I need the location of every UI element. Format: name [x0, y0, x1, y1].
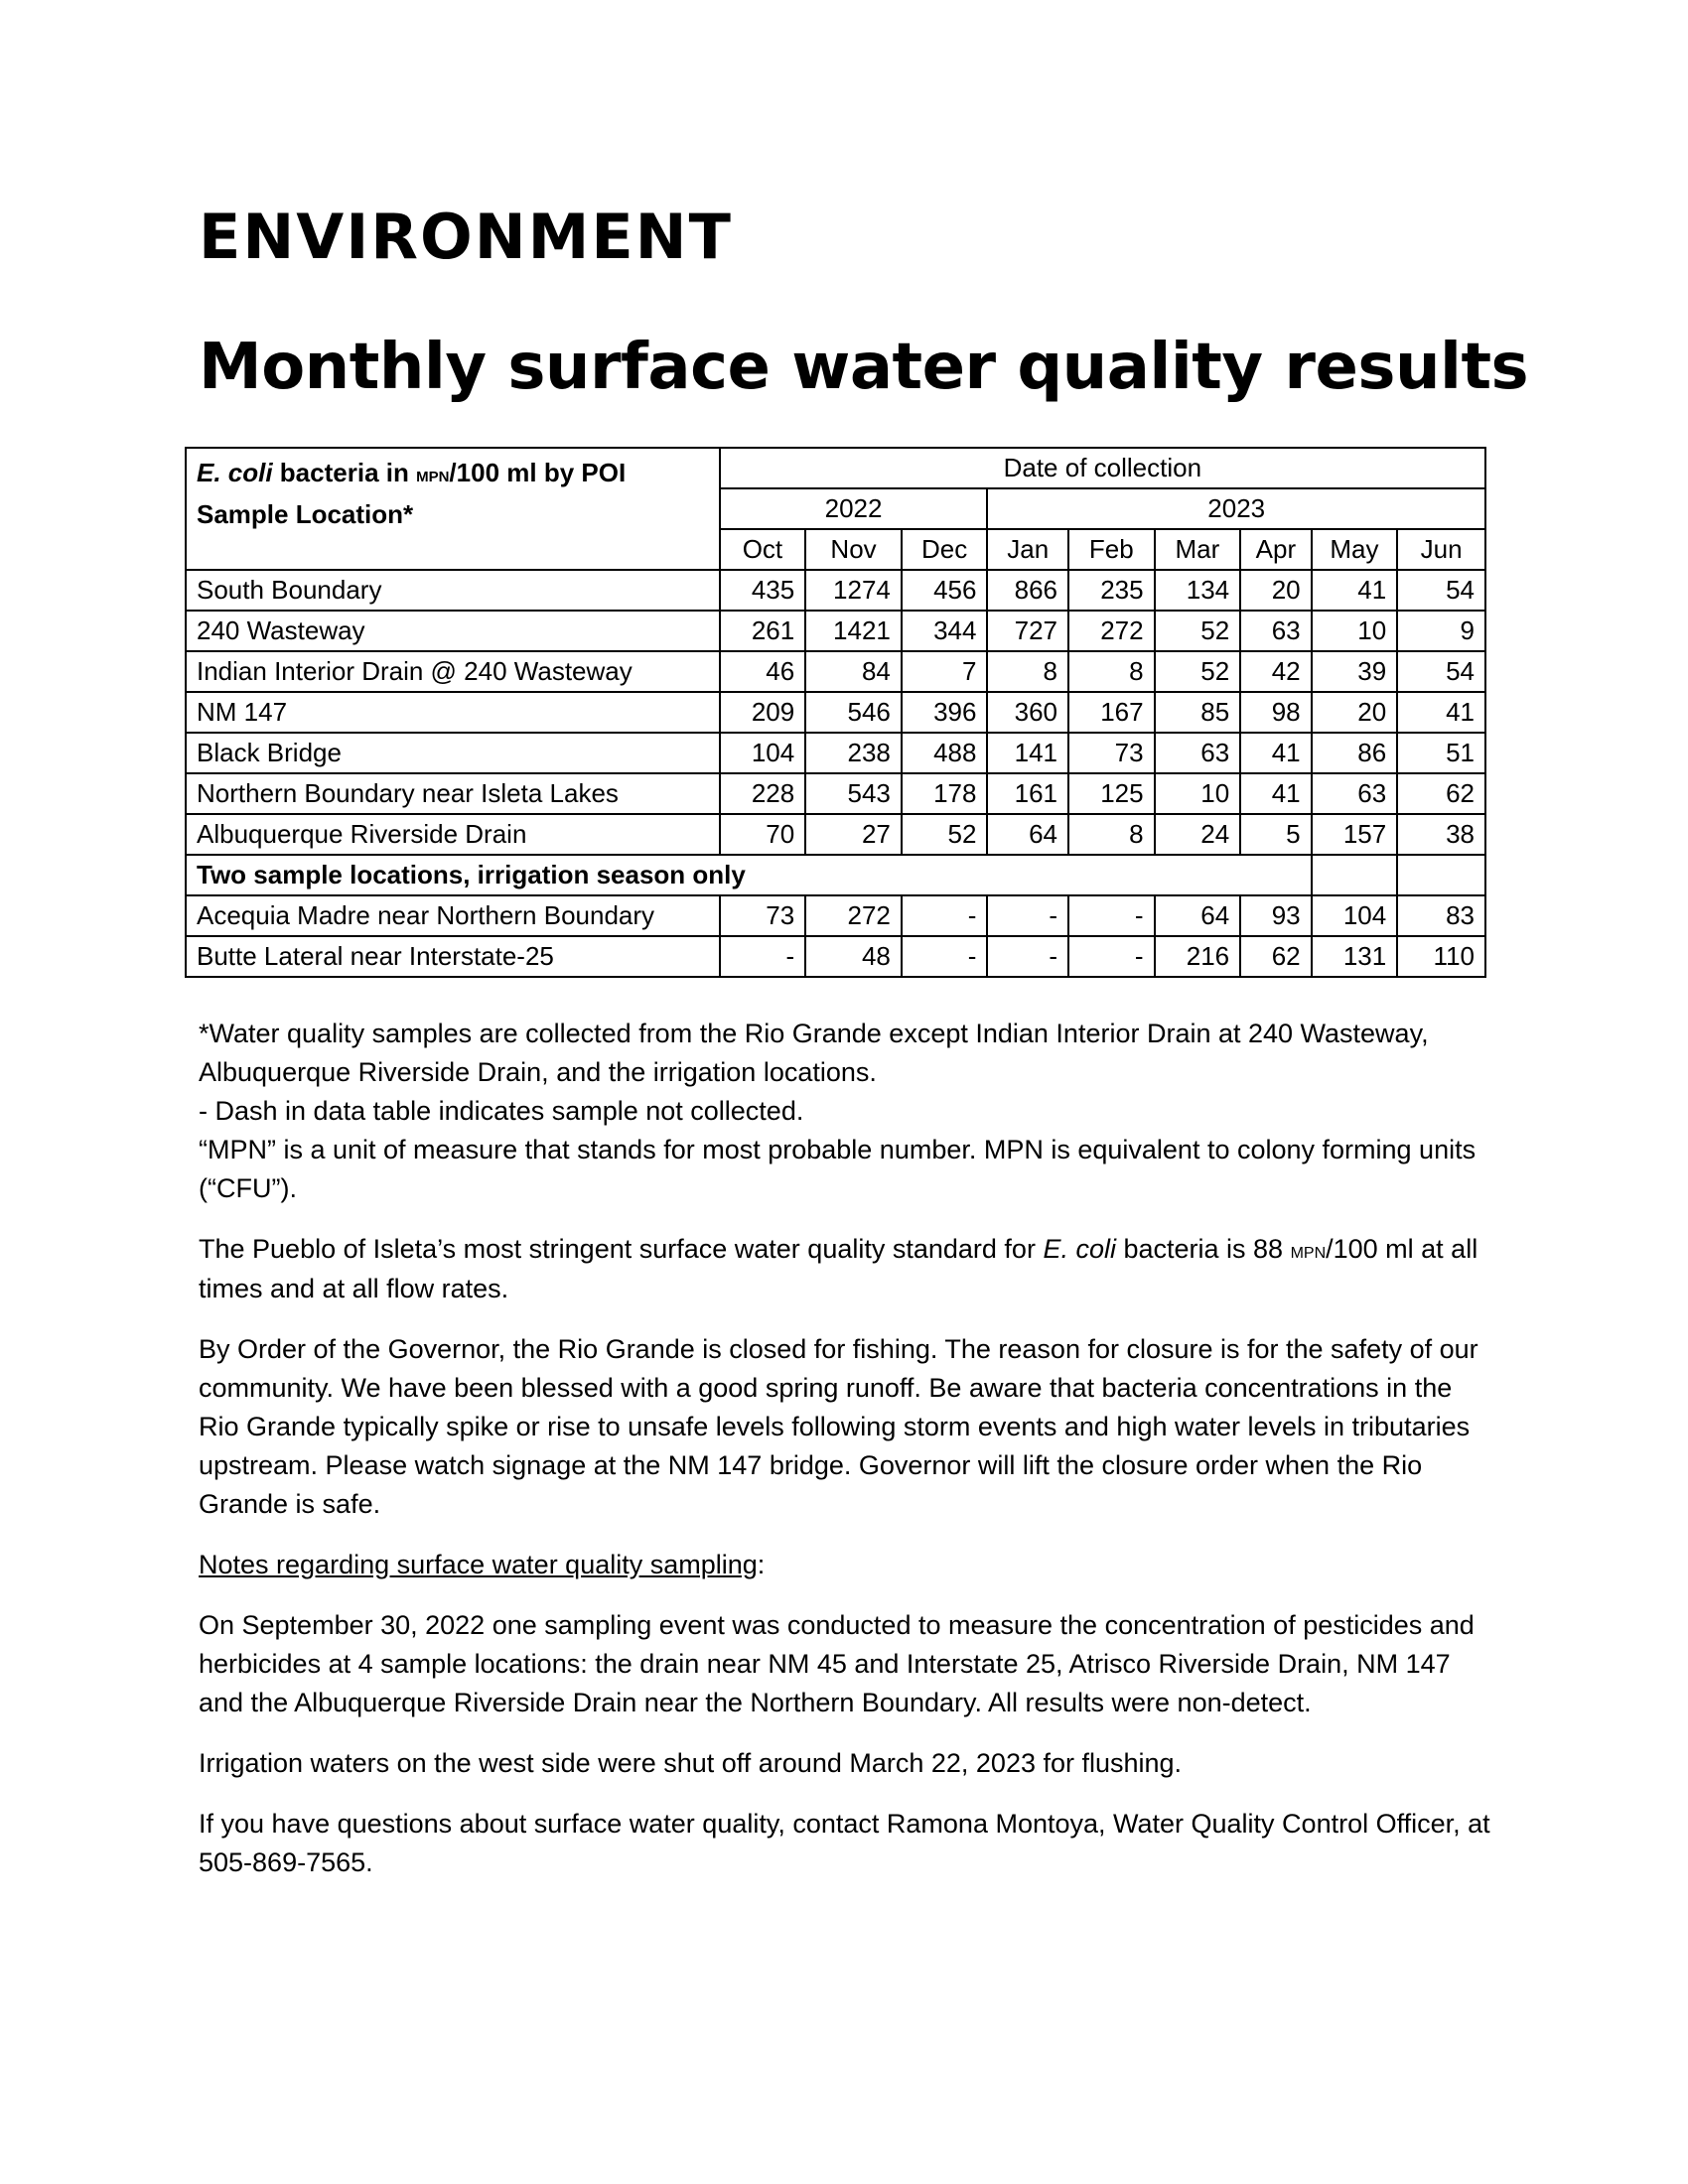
value-cell: 228 — [720, 773, 806, 814]
location-cell: Black Bridge — [186, 733, 720, 773]
table-row — [186, 692, 1485, 733]
value-cell: 63 — [1312, 773, 1398, 814]
value-cell: 41 — [1240, 733, 1311, 773]
value-cell: 110 — [1397, 936, 1485, 977]
notes-section — [199, 1015, 1499, 1904]
value-cell: 161 — [987, 773, 1068, 814]
year-header: 2023 — [987, 488, 1485, 529]
value-cell: 46 — [720, 651, 806, 692]
location-cell: Northern Boundary near Isleta Lakes — [186, 773, 720, 814]
value-cell: 9 — [1397, 611, 1485, 651]
table-row — [186, 936, 1485, 977]
value-cell: 38 — [1397, 814, 1485, 855]
value-cell: 546 — [805, 692, 902, 733]
value-cell: 70 — [720, 814, 806, 855]
footnote-sample-sources: *Water quality samples are collected from the Rio Grande except Indian Interior Drain at 240 Wasteway, Albuquerque Riverside Drain, and the irrigation locations. — [199, 1019, 1429, 1087]
value-cell: 272 — [805, 895, 902, 936]
value-cell: - — [720, 936, 806, 977]
value-cell: 83 — [1397, 895, 1485, 936]
value-cell: 104 — [720, 733, 806, 773]
table-row — [186, 733, 1485, 773]
table-row — [186, 773, 1485, 814]
table-row — [186, 570, 1485, 611]
group-label: Two sample locations, irrigation season only — [186, 855, 1312, 895]
value-cell: 10 — [1155, 773, 1241, 814]
value-cell: 85 — [1155, 692, 1241, 733]
year-header: 2022 — [720, 488, 988, 529]
location-cell: Albuquerque Riverside Drain — [186, 814, 720, 855]
value-cell: 261 — [720, 611, 806, 651]
value-cell: 54 — [1397, 570, 1485, 611]
value-cell: - — [987, 895, 1068, 936]
value-cell: 125 — [1068, 773, 1155, 814]
month-header: Jun — [1397, 529, 1485, 570]
value-cell: 63 — [1240, 611, 1311, 651]
page-title: Monthly surface water quality results — [199, 331, 1529, 404]
month-header: Apr — [1240, 529, 1311, 570]
value-cell: 41 — [1312, 570, 1398, 611]
value-cell: 41 — [1397, 692, 1485, 733]
value-cell: 48 — [805, 936, 902, 977]
value-cell: 64 — [1155, 895, 1241, 936]
value-cell: 238 — [805, 733, 902, 773]
value-cell: - — [987, 936, 1068, 977]
month-header: Jan — [987, 529, 1068, 570]
value-cell: 727 — [987, 611, 1068, 651]
location-cell: Butte Lateral near Interstate-25 — [186, 936, 720, 977]
value-cell: 20 — [1240, 570, 1311, 611]
value-cell: 63 — [1155, 733, 1241, 773]
location-cell: NM 147 — [186, 692, 720, 733]
value-cell: 104 — [1312, 895, 1398, 936]
value-cell: 24 — [1155, 814, 1241, 855]
month-header: Oct — [720, 529, 806, 570]
value-cell: 8 — [987, 651, 1068, 692]
empty-cell — [1312, 855, 1398, 895]
value-cell: 52 — [1155, 611, 1241, 651]
value-cell: 272 — [1068, 611, 1155, 651]
value-cell: 8 — [1068, 814, 1155, 855]
value-cell: 543 — [805, 773, 902, 814]
value-cell: 1421 — [805, 611, 902, 651]
standard-paragraph: The Pueblo of Isleta’s most stringent surface water quality standard for E. coli bacteria is 88 mpn/100 ml at all times and at all flow rates. — [199, 1234, 1478, 1303]
value-cell: 41 — [1240, 773, 1311, 814]
value-cell: 396 — [902, 692, 988, 733]
value-cell: 216 — [1155, 936, 1241, 977]
value-cell: 84 — [805, 651, 902, 692]
table-row — [186, 895, 1485, 936]
value-cell: 167 — [1068, 692, 1155, 733]
value-cell: 488 — [902, 733, 988, 773]
value-cell: 435 — [720, 570, 806, 611]
table-row — [186, 651, 1485, 692]
corner-header: E. coli bacteria in mpn/100 ml by POI Sample Location* — [186, 448, 720, 570]
value-cell: 62 — [1240, 936, 1311, 977]
month-header: May — [1312, 529, 1398, 570]
closure-paragraph: By Order of the Governor, the Rio Grande is closed for fishing. The reason for closure is for the safety of our community. We have been blessed with a good spring runoff. Be aware that bacteria concentrations in the Rio Grande typically spike or rise to unsafe levels following storm events and high water levels in tributaries upstream. Please watch signage at the NM 147 bridge. Governor will lift the closure order when the Rio Grande is safe. — [199, 1334, 1478, 1519]
value-cell: 27 — [805, 814, 902, 855]
value-cell: 360 — [987, 692, 1068, 733]
value-cell: 20 — [1312, 692, 1398, 733]
value-cell: 52 — [902, 814, 988, 855]
footnote-dash: - Dash in data table indicates sample not collected. — [199, 1096, 804, 1126]
value-cell: 178 — [902, 773, 988, 814]
location-cell: Acequia Madre near Northern Boundary — [186, 895, 720, 936]
value-cell: 10 — [1312, 611, 1398, 651]
value-cell: 62 — [1397, 773, 1485, 814]
value-cell: 73 — [1068, 733, 1155, 773]
value-cell: 7 — [902, 651, 988, 692]
value-cell: 1274 — [805, 570, 902, 611]
value-cell: 456 — [902, 570, 988, 611]
value-cell: 51 — [1397, 733, 1485, 773]
value-cell: 8 — [1068, 651, 1155, 692]
empty-cell — [1397, 855, 1485, 895]
water-quality-table — [185, 447, 1486, 978]
value-cell: 235 — [1068, 570, 1155, 611]
value-cell: 39 — [1312, 651, 1398, 692]
table-row — [186, 611, 1485, 651]
value-cell: - — [1068, 895, 1155, 936]
value-cell: 54 — [1397, 651, 1485, 692]
location-cell: 240 Wasteway — [186, 611, 720, 651]
pesticides-paragraph: On September 30, 2022 one sampling event was conducted to measure the concentration of pesticides and herbicides at 4 sample locations: the drain near NM 45 and Interstate 25, Atrisco Riverside Drain, NM 147 and the Albuquerque Riverside Drain near the Northern Boundary. All results were non-detect. — [199, 1610, 1475, 1717]
value-cell: 134 — [1155, 570, 1241, 611]
date-of-collection-header: Date of collection — [720, 448, 1485, 488]
value-cell: - — [1068, 936, 1155, 977]
value-cell: 157 — [1312, 814, 1398, 855]
value-cell: 5 — [1240, 814, 1311, 855]
value-cell: 73 — [720, 895, 806, 936]
month-header: Feb — [1068, 529, 1155, 570]
location-cell: Indian Interior Drain @ 240 Wasteway — [186, 651, 720, 692]
contact-paragraph: If you have questions about surface water quality, contact Ramona Montoya, Water Quality Control Officer, at 505-869-7565. — [199, 1809, 1490, 1877]
value-cell: - — [902, 895, 988, 936]
month-header: Nov — [805, 529, 902, 570]
value-cell: 141 — [987, 733, 1068, 773]
group-row — [186, 855, 1485, 895]
irrigation-paragraph: Irrigation waters on the west side were shut off around March 22, 2023 for flushing. — [199, 1748, 1183, 1778]
value-cell: 86 — [1312, 733, 1398, 773]
value-cell: 131 — [1312, 936, 1398, 977]
location-cell: South Boundary — [186, 570, 720, 611]
month-header: Mar — [1155, 529, 1241, 570]
value-cell: 209 — [720, 692, 806, 733]
value-cell: 64 — [987, 814, 1068, 855]
section-heading: ENVIRONMENT — [199, 201, 733, 273]
value-cell: 93 — [1240, 895, 1311, 936]
table-row — [186, 814, 1485, 855]
value-cell: 52 — [1155, 651, 1241, 692]
sampling-notes-heading: Notes regarding surface water quality sampling: — [199, 1550, 766, 1579]
value-cell: - — [902, 936, 988, 977]
value-cell: 866 — [987, 570, 1068, 611]
value-cell: 42 — [1240, 651, 1311, 692]
footnote-mpn: “MPN” is a unit of measure that stands for most probable number. MPN is equivalent to colony forming units (“CFU”). — [199, 1135, 1477, 1203]
value-cell: 344 — [902, 611, 988, 651]
month-header: Dec — [902, 529, 988, 570]
value-cell: 98 — [1240, 692, 1311, 733]
